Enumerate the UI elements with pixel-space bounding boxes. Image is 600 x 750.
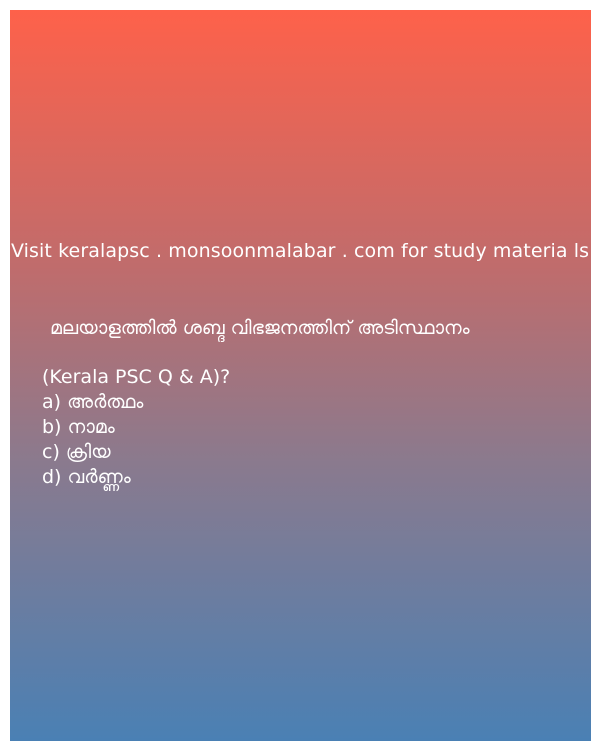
question-source-label: (Kerala PSC Q & A)? [42,366,231,388]
option-letter: b) [42,416,62,438]
option-letter: d) [42,466,62,488]
option-text: ക്രിയ [65,441,111,463]
option-c [42,440,143,465]
study-materials-banner [11,239,590,264]
question-card [10,10,591,741]
option-letter: c) [42,441,60,463]
option-text: നാമം [67,416,115,438]
question-text: മലയാളത്തിൽ ശബ്ദ വിഭജനത്തിന് അടിസ്ഥാനം [50,317,470,339]
option-text: വർണ്ണം [67,466,131,488]
banner-text: Visit keralapsc . monsoonmalabar . com for study materia ls [11,240,590,262]
option-b [42,415,143,440]
option-text: അർത്ഥം [67,391,144,413]
answer-options [42,390,143,490]
option-a [42,390,143,415]
option-letter: a) [42,391,62,413]
option-d [42,465,143,490]
